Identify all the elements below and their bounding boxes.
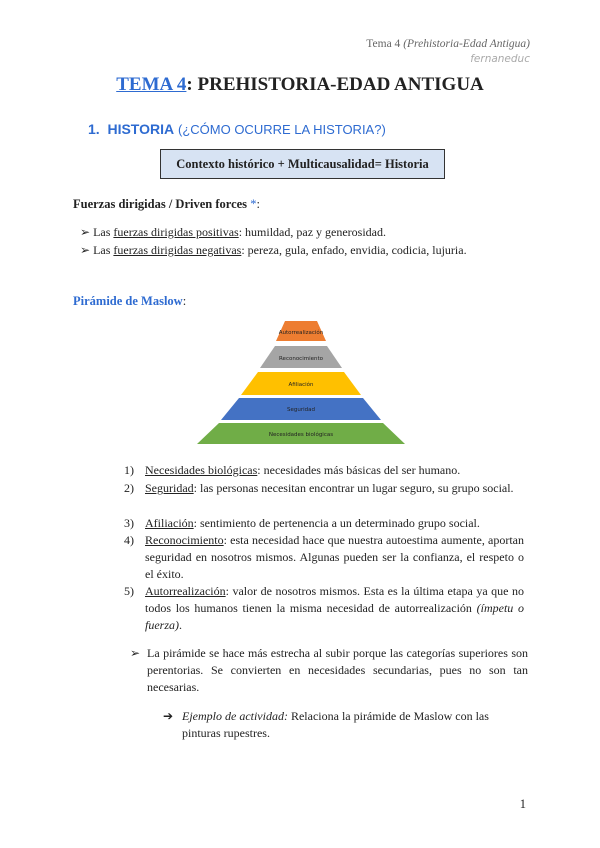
- activity-example: [163, 708, 529, 742]
- item-term: Seguridad: [145, 481, 194, 495]
- arrow-bullet-icon: ➢: [80, 225, 91, 239]
- list-item: [124, 532, 524, 583]
- pyramid-label: Seguridad: [287, 407, 315, 413]
- item-number: 5): [124, 584, 134, 598]
- section-label: HISTORIA: [107, 121, 175, 137]
- item-term: Autorrealización: [145, 584, 226, 598]
- pyramid-label: Afiliación: [288, 382, 314, 388]
- list-item: [124, 480, 524, 497]
- forces-colon: :: [256, 197, 260, 211]
- item-number: 1): [124, 463, 134, 477]
- section-heading: [88, 121, 386, 137]
- page-number: 1: [519, 797, 526, 811]
- bullet-text: : pereza, gula, enfado, envidia, codicia, lujuria.: [241, 243, 467, 257]
- pyramid-label: Autorrealización: [278, 330, 324, 336]
- item-end: .: [179, 618, 182, 632]
- pyramid-label: Reconocimiento: [278, 356, 324, 362]
- arrow-right-icon: ➔: [163, 709, 174, 723]
- header-topic: Tema 4: [366, 38, 404, 50]
- list-item: [124, 583, 524, 634]
- pyramid-label: Necesidades biológicas: [268, 432, 334, 438]
- item-text: : esta necesidad hace que nuestra autoestima aumente, aportan seguridad en nosotros mismos. Algunas pueden ser la confianza, el respeto o el éxito.: [145, 533, 524, 581]
- list-item: [124, 462, 524, 479]
- item-term: Afiliación: [145, 516, 194, 530]
- example-label: Ejemplo de actividad:: [182, 709, 288, 723]
- item-text: : necesidades más básicas del ser humano.: [257, 463, 461, 477]
- bullet-term: fuerzas dirigidas positivas: [113, 225, 239, 239]
- item-text: : valor de nosotros mismos. Esta es la última etapa ya que no todos los humanos tienen la misma necesidad de autorrealización: [145, 584, 524, 615]
- maslow-heading: [73, 294, 186, 309]
- item-term: Reconocimiento: [145, 533, 224, 547]
- list-item: [124, 515, 524, 532]
- maslow-pyramid: [186, 320, 416, 444]
- maslow-heading-text: Pirámide de Maslow: [73, 294, 183, 308]
- item-term: Necesidades biológicas: [145, 463, 258, 477]
- page-title: [0, 74, 600, 96]
- item-number: 4): [124, 533, 134, 547]
- formula-box: Contexto histórico + Multicausalidad= Historia: [160, 149, 445, 179]
- bullet-prefix: Las: [93, 225, 114, 239]
- title-rest: : PREHISTORIA-EDAD ANTIGUA: [186, 74, 484, 95]
- list-item: [80, 225, 386, 240]
- paragraph-text: La pirámide se hace más estrecha al subir porque las categorías superiores son perentorias. Se convierten en necesidades secundarias, pues no son tan necesarias.: [147, 646, 528, 694]
- title-tema: TEMA 4: [116, 74, 187, 95]
- header-author: fernaneduc: [470, 53, 530, 65]
- bullet-text: : humildad, paz y generosidad.: [238, 225, 386, 239]
- section-number: 1.: [88, 121, 100, 137]
- item-text: : sentimiento de pertenencia a un determinado grupo social.: [193, 516, 480, 530]
- item-italic: (ímpetu o fuerza): [145, 601, 524, 632]
- running-header: [366, 38, 530, 50]
- section-subtitle: (¿CÓMO OCURRE LA HISTORIA?): [178, 122, 386, 137]
- item-number: 2): [124, 481, 134, 495]
- item-text: : las personas necesitan encontrar un lugar seguro, su grupo social.: [193, 481, 514, 495]
- arrow-bullet-icon: ➢: [80, 243, 91, 257]
- forces-heading: [73, 197, 260, 212]
- bullet-term: fuerzas dirigidas negativas: [113, 243, 242, 257]
- item-number: 3): [124, 516, 134, 530]
- explanation-paragraph: [130, 645, 528, 696]
- list-item: [80, 243, 467, 258]
- header-topic-italic: (Prehistoria-Edad Antigua): [403, 38, 530, 50]
- arrow-bullet-icon: ➢: [130, 646, 141, 660]
- maslow-colon: :: [182, 294, 187, 308]
- bullet-prefix: Las: [93, 243, 114, 257]
- forces-asterisk: *: [250, 197, 257, 211]
- forces-heading-text: Fuerzas dirigidas / Driven forces: [73, 197, 251, 211]
- example-text: Relaciona la pirámide de Maslow con las pinturas rupestres.: [182, 709, 489, 740]
